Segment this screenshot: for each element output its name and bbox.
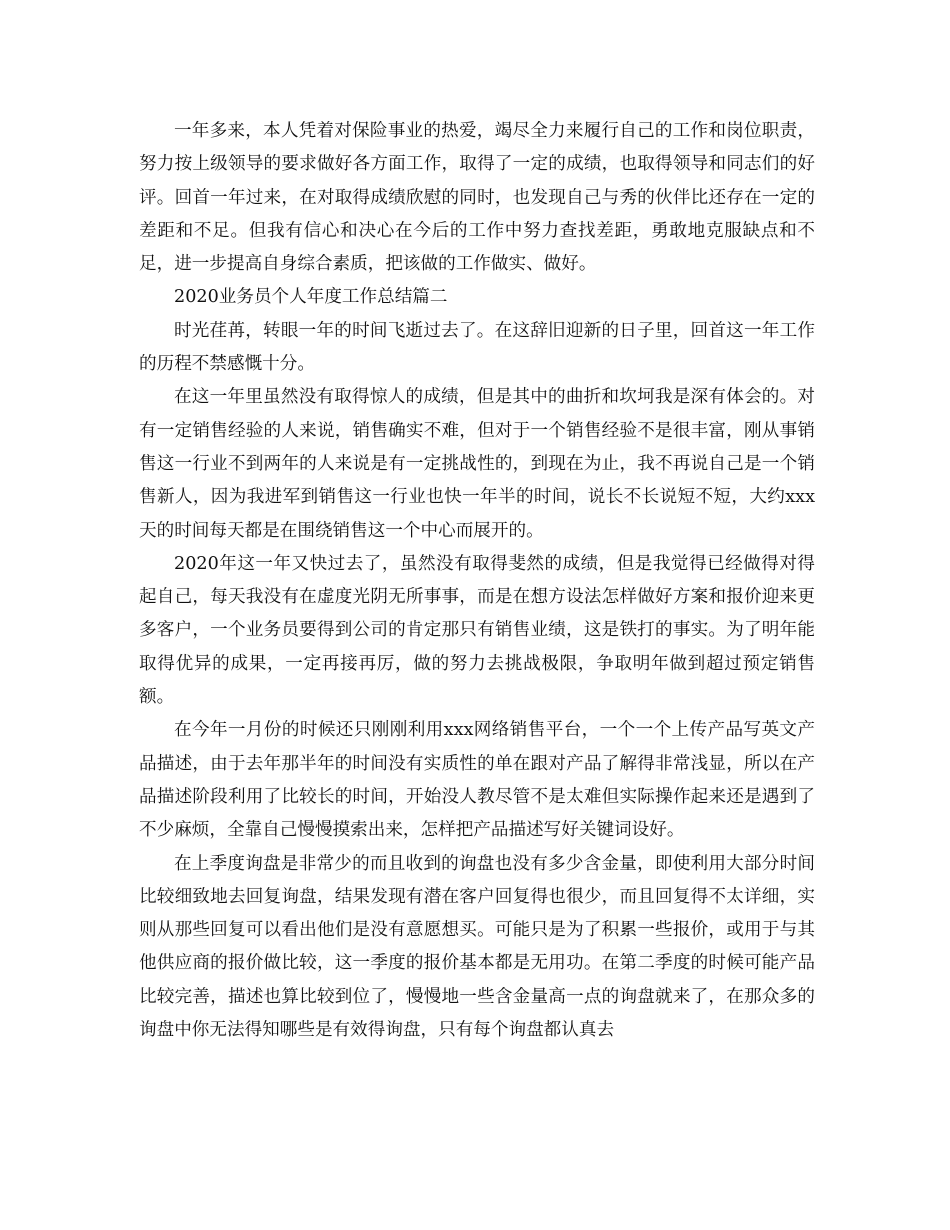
paragraph-time: 时光荏苒，转眼一年的时间飞逝过去了。在这辞旧迎新的日子里，回首这一年工作的历程不禁感慨十分。 — [139, 320, 815, 375]
paragraph-year-review: 2020年这一年又快过去了，虽然没有取得斐然的成绩，但是我觉得已经做得对得起自己，每天我没有在虚度光阴无所事事，而是在想方设法怎样做好方案和报价迎来更多客户，一个业务员要得到公司的肯定那只有销售业绩，这是铁打的事实。为了明年能取得优异的成果，一定再接再厉，做的努力去挑战极限，争取明年做到超过预定销售额。 — [139, 553, 815, 708]
paragraph-january: 在今年一月份的时候还只刚刚利用xxx网络销售平台，一个一个上传产品写英文产品描述，由于去年那半年的时间没有实质性的单在跟对产品了解得非常浅显，所以在产品描述阶段利用了比较长的时间，开始没人教尽管不是太难但实际操作起来还是遇到了不少麻烦，全靠自己慢慢摸索出来，怎样把产品描述写好关键词设好。 — [139, 720, 815, 841]
paragraph-experience: 在这一年里虽然没有取得惊人的成绩，但是其中的曲折和坎坷我是深有体会的。对有一定销售经验的人来说，销售确实不难，但对于一个销售经验不是很丰富，刚从事销售这一行业不到两年的人来说是有一定挑战性的，到现在为止，我不再说自己是一个销售新人，因为我进军到销售这一行业也快一年半的时间，说长不长说短不短，大约xxx天的时间每天都是在围绕销售这一个中心而展开的。 — [139, 387, 815, 541]
document-body — [139, 115, 815, 1047]
section-heading: 2020业务员个人年度工作总结篇二 — [174, 287, 448, 308]
paragraph-inquiries: 在上季度询盘是非常少的而且收到的询盘也没有多少含金量，即使利用大部分时间比较细致地去回复询盘，结果发现有潜在客户回复得也很少，而且回复得不太详细，实则从那些回复可以看出他们是没有意愿想买。可能只是为了积累一些报价，或用于与其他供应商的报价做比较，这一季度的报价基本都是无用功。在第二季度的时候可能产品比较完善，描述也算比较到位了，慢慢地一些含金量高一点的询盘就来了，在那众多的询盘中你无法得知哪些是有效得询盘，只有每个询盘都认真去 — [139, 853, 815, 1041]
paragraph-intro: 一年多来，本人凭着对保险事业的热爱，竭尽全力来履行自己的工作和岗位职责，努力按上级领导的要求做好各方面工作，取得了一定的成绩，也取得领导和同志们的好评。回首一年过来，在对取得成绩欣慰的同时，也发现自己与秀的伙伴比还存在一定的差距和不足。但我有信心和决心在今后的工作中努力查找差距，勇敢地克服缺点和不足，进一步提高自身综合素质，把该做的工作做实、做好。 — [139, 121, 815, 275]
